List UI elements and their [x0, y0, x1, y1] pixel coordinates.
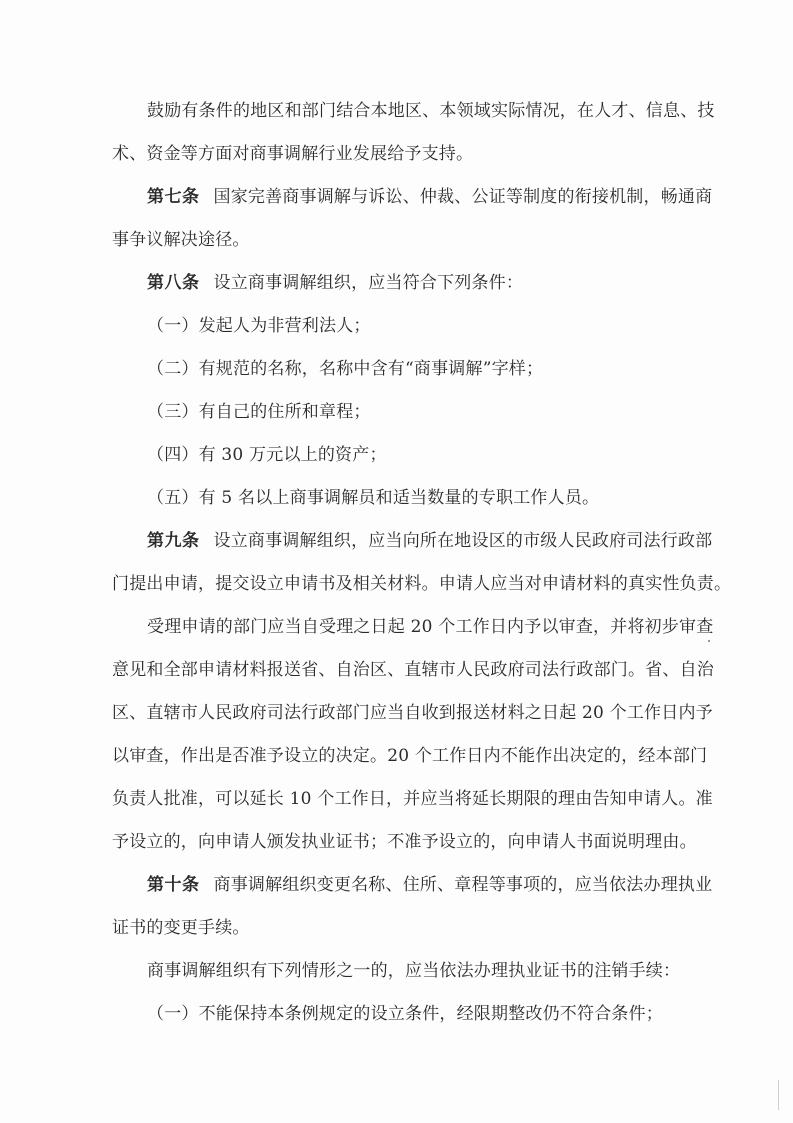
- article-10: 第十条 商事调解组织变更名称、住所、章程等事项的，应当依法办理执业: [147, 875, 713, 895]
- text-line: 负责人批准，可以延长 10 个工作日，并应当将延长期限的理由告知申请人。准: [112, 789, 713, 809]
- scan-edge-mark: [778, 1080, 779, 1110]
- text-line: 受理申请的部门应当自受理之日起 20 个工作日内予以审查，并将初步审查: [147, 617, 714, 637]
- article-heading: 第九条: [147, 531, 200, 551]
- text-line: 证书的变更手续。: [112, 918, 250, 938]
- text-line: 意见和全部申请材料报送省、自治区、直辖市人民政府司法行政部门。省、自治: [112, 660, 714, 680]
- text-line: 以审查，作出是否准予设立的决定。20 个工作日内不能作出决定的，经本部门: [112, 746, 708, 766]
- text-line: 鼓励有条件的地区和部门结合本地区、本领域实际情况，在人才、信息、技: [147, 101, 715, 121]
- article-heading: 第十条: [147, 875, 200, 895]
- list-item: （三）有自己的住所和章程；: [147, 402, 371, 422]
- article-8: 第八条 设立商事调解组织，应当符合下列条件：: [147, 273, 524, 293]
- text-line: 术、资金等方面对商事调解行业发展给予支持。: [112, 144, 474, 164]
- text-line: 门提出申请，提交设立申请书及相关材料。申请人应当对申请材料的真实性负责。: [112, 574, 732, 594]
- article-heading: 第八条: [147, 273, 200, 293]
- article-7: 第七条 国家完善商事调解与诉讼、仲裁、公证等制度的衔接机制，畅通商: [147, 187, 713, 207]
- text-line: 区、直辖市人民政府司法行政部门应当自收到报送材料之日起 20 个工作日内予: [112, 703, 713, 723]
- article-9: 第九条 设立商事调解组织，应当向所在地设区的市级人民政府司法行政部: [147, 531, 713, 551]
- text-line: 予设立的，向申请人颁发执业证书；不准予设立的，向申请人书面说明理由。: [112, 832, 697, 852]
- article-heading: 第七条: [147, 187, 200, 207]
- list-item: （五）有 5 名以上商事调解员和适当数量的专职工作人员。: [147, 488, 600, 508]
- list-item: （一）不能保持本条例规定的设立条件，经限期整改仍不符合条件；: [147, 1004, 663, 1024]
- scan-speck: [708, 640, 710, 642]
- list-item: （四）有 30 万元以上的资产；: [147, 445, 387, 465]
- text-line: 事争议解决途径。: [112, 230, 250, 250]
- list-item: （二）有规范的名称，名称中含有“商事调解”字样；: [147, 359, 544, 379]
- text-line: 商事调解组织有下列情形之一的，应当依法办理执业证书的注销手续：: [147, 961, 681, 981]
- list-item: （一）发起人为非营利法人；: [147, 316, 371, 336]
